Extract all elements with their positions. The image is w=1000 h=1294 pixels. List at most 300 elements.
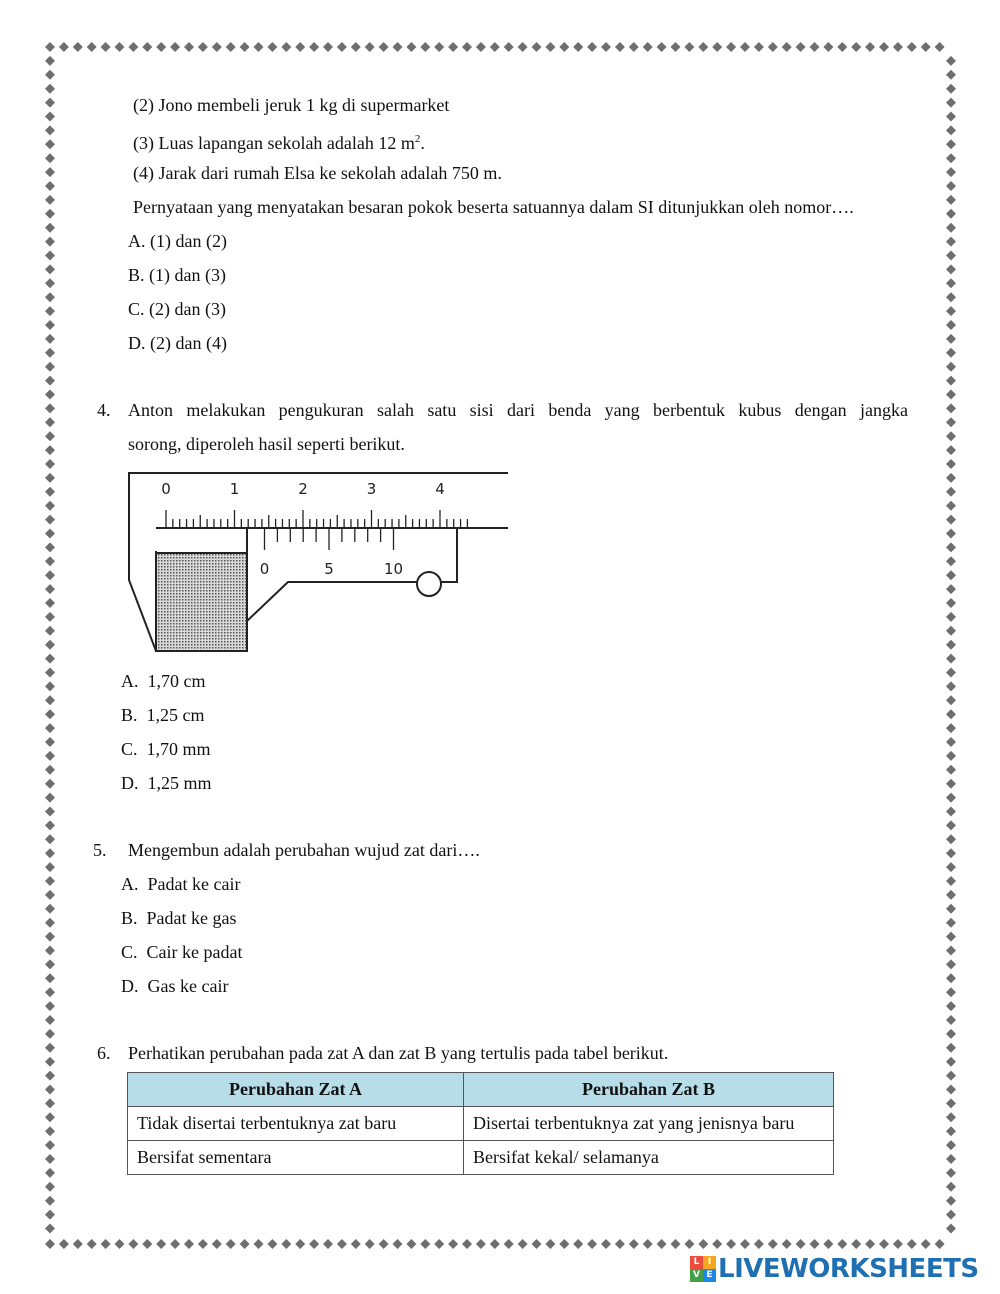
border-diamond bbox=[170, 1239, 180, 1249]
border-diamond bbox=[726, 1239, 736, 1249]
q4-option-d[interactable] bbox=[121, 772, 212, 794]
border-diamond bbox=[476, 42, 486, 52]
table-cell: Bersifat sementara bbox=[128, 1141, 464, 1175]
border-diamond bbox=[45, 1196, 55, 1206]
border-diamond bbox=[337, 1239, 347, 1249]
table-header-b: Perubahan Zat B bbox=[464, 1073, 834, 1107]
border-diamond bbox=[893, 1239, 903, 1249]
vernier-scale-label: 10 bbox=[383, 560, 404, 578]
q5-option-b-text: Padat ke gas bbox=[146, 908, 237, 928]
main-scale-label: 3 bbox=[366, 480, 377, 498]
border-diamond bbox=[946, 487, 956, 497]
border-diamond bbox=[434, 1239, 444, 1249]
border-diamond bbox=[643, 42, 653, 52]
q5-option-a-text: Padat ke cair bbox=[147, 874, 241, 894]
table-header-row bbox=[128, 1073, 834, 1107]
q4-option-a[interactable] bbox=[121, 670, 206, 692]
question-6-text: Perhatikan perubahan pada zat A dan zat B yang tertulis pada tabel berikut. bbox=[128, 1043, 669, 1063]
border-diamond bbox=[946, 84, 956, 94]
border-diamond bbox=[45, 167, 55, 177]
border-diamond bbox=[935, 1239, 945, 1249]
border-diamond bbox=[323, 1239, 333, 1249]
border-diamond bbox=[45, 751, 55, 761]
border-diamond bbox=[45, 195, 55, 205]
q5-option-d[interactable] bbox=[121, 975, 228, 997]
border-diamond bbox=[45, 570, 55, 580]
border-diamond bbox=[837, 1239, 847, 1249]
border-diamond bbox=[365, 42, 375, 52]
border-diamond bbox=[946, 278, 956, 288]
border-diamond bbox=[698, 42, 708, 52]
border-diamond bbox=[946, 556, 956, 566]
border-diamond bbox=[573, 42, 583, 52]
border-diamond bbox=[946, 515, 956, 525]
border-diamond bbox=[45, 278, 55, 288]
border-diamond bbox=[45, 932, 55, 942]
question-4-text: Anton melakukan pengukuran salah satu sisi dari benda yang berbentuk kubus dengan jangka bbox=[128, 400, 908, 420]
border-diamond bbox=[907, 1239, 917, 1249]
border-diamond bbox=[643, 1239, 653, 1249]
vernier-scale-ticks bbox=[265, 528, 394, 550]
main-scale-labels bbox=[161, 480, 445, 498]
q5-option-a[interactable] bbox=[121, 873, 240, 895]
q3-option-c[interactable]: C. (2) dan (3) bbox=[128, 299, 226, 319]
question-3-prompt: Pernyataan yang menyatakan besaran pokok beserta satuannya dalam SI ditunjukkan oleh nomor…. bbox=[133, 197, 854, 217]
border-diamond bbox=[45, 598, 55, 608]
border-diamond bbox=[45, 1057, 55, 1067]
border-diamond bbox=[309, 1239, 319, 1249]
caliper-lock-screw bbox=[417, 572, 441, 596]
border-diamond bbox=[518, 42, 528, 52]
border-diamond bbox=[45, 209, 55, 219]
border-diamond bbox=[309, 42, 319, 52]
border-diamond bbox=[946, 1182, 956, 1192]
border-diamond bbox=[128, 1239, 138, 1249]
border-diamond bbox=[365, 1239, 375, 1249]
border-diamond bbox=[198, 42, 208, 52]
border-diamond bbox=[45, 946, 55, 956]
caliper-vernier-jaw bbox=[247, 528, 508, 651]
border-diamond bbox=[45, 779, 55, 789]
q4-option-a-text: 1,70 cm bbox=[147, 671, 206, 691]
border-diamond bbox=[226, 1239, 236, 1249]
border-diamond bbox=[420, 42, 430, 52]
q5-option-d-text: Gas ke cair bbox=[147, 976, 229, 996]
border-diamond bbox=[946, 959, 956, 969]
border-diamond bbox=[45, 584, 55, 594]
statement-2: (2) Jono membeli jeruk 1 kg di supermarket bbox=[133, 95, 450, 115]
border-diamond bbox=[946, 334, 956, 344]
border-diamond bbox=[45, 403, 55, 413]
border-diamond bbox=[946, 807, 956, 817]
border-diamond bbox=[45, 987, 55, 997]
vernier-scale-label: 5 bbox=[324, 560, 334, 578]
border-diamond bbox=[946, 139, 956, 149]
border-diamond bbox=[782, 1239, 792, 1249]
border-diamond bbox=[796, 42, 806, 52]
border-diamond bbox=[212, 42, 222, 52]
border-diamond bbox=[532, 1239, 542, 1249]
border-diamond bbox=[45, 626, 55, 636]
border-diamond bbox=[946, 1210, 956, 1220]
border-diamond bbox=[545, 42, 555, 52]
border-diamond bbox=[837, 42, 847, 52]
border-diamond bbox=[45, 737, 55, 747]
border-diamond bbox=[45, 723, 55, 733]
statement-3-text: (3) Luas lapangan sekolah adalah 12 m bbox=[133, 133, 415, 153]
logo-mark-l: L bbox=[690, 1256, 703, 1269]
border-diamond bbox=[45, 542, 55, 552]
border-diamond bbox=[782, 42, 792, 52]
table-cell: Tidak disertai terbentuknya zat baru bbox=[128, 1107, 464, 1141]
q4-option-a-letter: A. bbox=[121, 671, 139, 691]
border-diamond bbox=[379, 1239, 389, 1249]
border-diamond bbox=[851, 1239, 861, 1249]
liveworksheets-logo-icon bbox=[690, 1256, 716, 1282]
q5-option-d-letter: D. bbox=[121, 976, 139, 996]
border-diamond bbox=[946, 612, 956, 622]
border-diamond bbox=[726, 42, 736, 52]
border-diamond bbox=[59, 1239, 69, 1249]
border-diamond bbox=[946, 112, 956, 122]
border-diamond bbox=[45, 695, 55, 705]
table-row bbox=[128, 1141, 834, 1175]
border-diamond bbox=[946, 1140, 956, 1150]
border-diamond bbox=[45, 264, 55, 274]
border-diamond bbox=[45, 445, 55, 455]
border-diamond bbox=[115, 1239, 125, 1249]
border-diamond bbox=[504, 42, 514, 52]
border-diamond bbox=[946, 362, 956, 372]
border-diamond bbox=[45, 320, 55, 330]
border-diamond bbox=[946, 862, 956, 872]
border-diamond bbox=[946, 417, 956, 427]
border-diamond bbox=[406, 1239, 416, 1249]
border-diamond bbox=[45, 1239, 55, 1249]
border-diamond bbox=[946, 501, 956, 511]
border-diamond bbox=[946, 904, 956, 914]
border-diamond bbox=[946, 306, 956, 316]
border-diamond bbox=[45, 181, 55, 191]
border-diamond bbox=[45, 292, 55, 302]
border-diamond bbox=[629, 1239, 639, 1249]
table-cell: Bersifat kekal/ selamanya bbox=[464, 1141, 834, 1175]
border-diamond bbox=[128, 42, 138, 52]
border-diamond bbox=[946, 987, 956, 997]
border-diamond bbox=[170, 42, 180, 52]
question-4-text-2: sorong, diperoleh hasil seperti berikut. bbox=[128, 434, 405, 454]
border-diamond bbox=[946, 890, 956, 900]
border-diamond bbox=[946, 70, 956, 80]
border-diamond bbox=[351, 1239, 361, 1249]
border-diamond bbox=[946, 681, 956, 691]
border-diamond bbox=[946, 209, 956, 219]
border-diamond bbox=[45, 890, 55, 900]
border-diamond bbox=[559, 42, 569, 52]
border-diamond bbox=[946, 918, 956, 928]
border-diamond bbox=[45, 612, 55, 622]
border-diamond bbox=[946, 946, 956, 956]
border-diamond bbox=[115, 42, 125, 52]
border-diamond bbox=[946, 737, 956, 747]
logo-mark-e: E bbox=[703, 1269, 716, 1282]
border-diamond bbox=[267, 1239, 277, 1249]
border-diamond bbox=[45, 1029, 55, 1039]
border-diamond bbox=[156, 1239, 166, 1249]
q3-option-d[interactable]: D. (2) dan (4) bbox=[128, 333, 227, 353]
border-diamond bbox=[740, 1239, 750, 1249]
border-diamond bbox=[946, 125, 956, 135]
q5-option-c[interactable] bbox=[121, 941, 242, 963]
border-diamond bbox=[45, 1210, 55, 1220]
border-diamond bbox=[573, 1239, 583, 1249]
border-diamond bbox=[490, 42, 500, 52]
border-diamond bbox=[59, 42, 69, 52]
border-diamond bbox=[45, 640, 55, 650]
border-diamond bbox=[946, 376, 956, 386]
border-diamond bbox=[946, 529, 956, 539]
border-diamond bbox=[45, 84, 55, 94]
q4-option-c-letter: C. bbox=[121, 739, 138, 759]
border-diamond bbox=[684, 1239, 694, 1249]
border-diamond bbox=[946, 1015, 956, 1025]
q5-option-c-letter: C. bbox=[121, 942, 138, 962]
border-diamond bbox=[587, 42, 597, 52]
border-diamond bbox=[754, 42, 764, 52]
border-diamond bbox=[281, 42, 291, 52]
border-diamond bbox=[45, 362, 55, 372]
border-diamond bbox=[281, 1239, 291, 1249]
border-diamond bbox=[946, 640, 956, 650]
border-diamond bbox=[946, 1126, 956, 1136]
border-diamond bbox=[946, 779, 956, 789]
border-diamond bbox=[946, 723, 956, 733]
border-diamond bbox=[698, 1239, 708, 1249]
border-diamond bbox=[45, 918, 55, 928]
border-diamond bbox=[946, 542, 956, 552]
border-diamond bbox=[946, 1168, 956, 1178]
border-diamond bbox=[101, 42, 111, 52]
q4-option-d-letter: D. bbox=[121, 773, 139, 793]
border-diamond bbox=[823, 42, 833, 52]
border-diamond bbox=[45, 112, 55, 122]
superscript-2: 2 bbox=[414, 133, 421, 145]
border-diamond bbox=[865, 42, 875, 52]
q4-option-b-letter: B. bbox=[121, 705, 138, 725]
border-diamond bbox=[254, 42, 264, 52]
border-diamond bbox=[45, 1126, 55, 1136]
border-diamond bbox=[45, 70, 55, 80]
border-diamond bbox=[684, 42, 694, 52]
border-diamond bbox=[295, 1239, 305, 1249]
border-diamond bbox=[946, 153, 956, 163]
border-diamond bbox=[879, 42, 889, 52]
border-diamond bbox=[935, 42, 945, 52]
border-diamond bbox=[142, 1239, 152, 1249]
border-diamond bbox=[45, 1001, 55, 1011]
border-diamond bbox=[810, 42, 820, 52]
border-diamond bbox=[946, 292, 956, 302]
border-diamond bbox=[45, 807, 55, 817]
border-diamond bbox=[393, 1239, 403, 1249]
border-diamond bbox=[712, 1239, 722, 1249]
border-diamond bbox=[393, 42, 403, 52]
border-diamond bbox=[73, 1239, 83, 1249]
border-diamond bbox=[712, 42, 722, 52]
border-diamond bbox=[45, 973, 55, 983]
border-diamond bbox=[45, 153, 55, 163]
border-diamond bbox=[45, 98, 55, 108]
border-diamond bbox=[45, 820, 55, 830]
border-diamond bbox=[946, 181, 956, 191]
q3-option-b[interactable]: B. (1) dan (3) bbox=[128, 265, 226, 285]
border-diamond bbox=[946, 1112, 956, 1122]
question-5-number: 5. bbox=[93, 840, 107, 860]
border-diamond bbox=[406, 42, 416, 52]
border-diamond bbox=[323, 42, 333, 52]
border-diamond bbox=[768, 42, 778, 52]
border-diamond bbox=[601, 42, 611, 52]
border-diamond bbox=[45, 1112, 55, 1122]
border-diamond bbox=[810, 1239, 820, 1249]
border-diamond bbox=[946, 98, 956, 108]
border-diamond bbox=[420, 1239, 430, 1249]
border-diamond bbox=[615, 42, 625, 52]
border-diamond bbox=[240, 1239, 250, 1249]
border-diamond bbox=[45, 487, 55, 497]
border-diamond bbox=[754, 1239, 764, 1249]
border-diamond bbox=[434, 42, 444, 52]
border-diamond bbox=[351, 42, 361, 52]
border-diamond bbox=[45, 1043, 55, 1053]
border-diamond bbox=[462, 42, 472, 52]
border-diamond bbox=[946, 848, 956, 858]
border-diamond bbox=[45, 376, 55, 386]
border-diamond bbox=[45, 834, 55, 844]
q3-option-a[interactable]: A. (1) dan (2) bbox=[128, 231, 227, 251]
border-diamond bbox=[45, 1168, 55, 1178]
border-diamond bbox=[946, 264, 956, 274]
statement-3-end: . bbox=[420, 133, 425, 153]
table-header-a: Perubahan Zat A bbox=[128, 1073, 464, 1107]
border-diamond bbox=[45, 1098, 55, 1108]
border-diamond bbox=[45, 556, 55, 566]
q4-option-d-text: 1,25 mm bbox=[147, 773, 212, 793]
border-diamond bbox=[45, 306, 55, 316]
border-diamond bbox=[946, 709, 956, 719]
vernier-scale-label: 0 bbox=[259, 560, 270, 578]
border-diamond bbox=[45, 237, 55, 247]
border-diamond bbox=[45, 1085, 55, 1095]
border-diamond bbox=[946, 668, 956, 678]
border-diamond bbox=[559, 1239, 569, 1249]
border-diamond bbox=[476, 1239, 486, 1249]
border-diamond bbox=[45, 1182, 55, 1192]
border-diamond bbox=[946, 1043, 956, 1053]
border-diamond bbox=[946, 1196, 956, 1206]
border-diamond bbox=[946, 348, 956, 358]
logo-mark-v: V bbox=[690, 1269, 703, 1282]
border-diamond bbox=[796, 1239, 806, 1249]
border-diamond bbox=[45, 125, 55, 135]
border-diamond bbox=[462, 1239, 472, 1249]
border-diamond bbox=[45, 390, 55, 400]
border-diamond bbox=[101, 1239, 111, 1249]
border-diamond bbox=[946, 1085, 956, 1095]
border-diamond bbox=[45, 1140, 55, 1150]
border-diamond bbox=[142, 42, 152, 52]
border-diamond bbox=[45, 56, 55, 66]
border-diamond bbox=[45, 959, 55, 969]
border-diamond bbox=[45, 1071, 55, 1081]
border-diamond bbox=[946, 1224, 956, 1234]
q4-option-b[interactable] bbox=[121, 704, 205, 726]
border-diamond bbox=[448, 1239, 458, 1249]
border-diamond bbox=[295, 42, 305, 52]
border-diamond bbox=[45, 1224, 55, 1234]
border-diamond bbox=[946, 751, 956, 761]
border-diamond bbox=[921, 42, 931, 52]
border-diamond bbox=[946, 695, 956, 705]
main-scale-ticks bbox=[166, 510, 467, 528]
border-diamond bbox=[671, 1239, 681, 1249]
border-diamond bbox=[946, 598, 956, 608]
q4-option-c[interactable] bbox=[121, 738, 211, 760]
border-diamond bbox=[946, 834, 956, 844]
liveworksheets-logo-text: LIVEWORKSHEETS bbox=[718, 1254, 979, 1284]
border-diamond bbox=[87, 1239, 97, 1249]
border-diamond bbox=[851, 42, 861, 52]
border-diamond bbox=[45, 431, 55, 441]
border-diamond bbox=[946, 167, 956, 177]
main-scale-label: 1 bbox=[229, 480, 240, 498]
border-diamond bbox=[946, 473, 956, 483]
vernier-caliper-diagram bbox=[125, 470, 515, 655]
border-diamond bbox=[946, 1154, 956, 1164]
border-diamond bbox=[946, 56, 956, 66]
border-diamond bbox=[448, 42, 458, 52]
border-diamond bbox=[946, 237, 956, 247]
border-diamond bbox=[946, 570, 956, 580]
border-diamond bbox=[587, 1239, 597, 1249]
border-diamond bbox=[946, 626, 956, 636]
border-diamond bbox=[45, 668, 55, 678]
border-diamond bbox=[45, 529, 55, 539]
border-diamond bbox=[865, 1239, 875, 1249]
border-diamond bbox=[740, 42, 750, 52]
border-diamond bbox=[45, 876, 55, 886]
border-diamond bbox=[212, 1239, 222, 1249]
border-diamond bbox=[946, 1029, 956, 1039]
measured-cube bbox=[156, 553, 247, 651]
border-diamond bbox=[45, 417, 55, 427]
border-diamond bbox=[45, 348, 55, 358]
border-diamond bbox=[45, 765, 55, 775]
border-diamond bbox=[946, 431, 956, 441]
q5-option-b[interactable] bbox=[121, 907, 237, 929]
liveworksheets-logo[interactable] bbox=[690, 1252, 979, 1286]
border-diamond bbox=[45, 848, 55, 858]
zat-change-table bbox=[127, 1072, 834, 1175]
border-diamond bbox=[946, 1071, 956, 1081]
border-diamond bbox=[879, 1239, 889, 1249]
border-diamond bbox=[198, 1239, 208, 1249]
border-diamond bbox=[45, 681, 55, 691]
border-diamond bbox=[946, 459, 956, 469]
border-diamond bbox=[946, 445, 956, 455]
border-diamond bbox=[45, 42, 55, 52]
border-diamond bbox=[601, 1239, 611, 1249]
